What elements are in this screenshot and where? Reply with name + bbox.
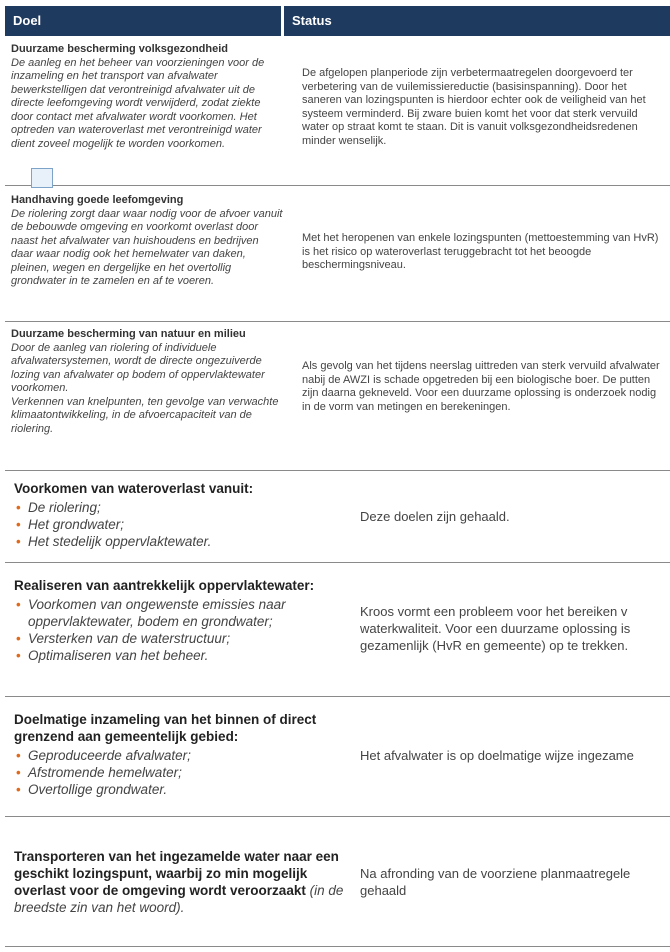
table-row <box>5 186 670 322</box>
doel-description-2: Verkennen van knelpunten, ten gevolge van verwachte klimaatontwikkeling, in de afvoercapaciteit van de riolering. <box>11 395 279 435</box>
table-row <box>5 36 670 186</box>
list-item: • Optimaliseren van het beheer. <box>14 647 344 664</box>
doel-title: Handhaving goede leefomgeving <box>11 194 184 206</box>
doel-cell <box>14 848 344 916</box>
list-item: • Het stedelijk oppervlaktewater. <box>14 533 344 550</box>
table-row <box>5 471 670 563</box>
status-text: Als gevolg van het tijdens neerslag uittreden van sterk vervuild afvalwater nabij de AWZI is schade opgetreden bij een biologische boer. De putten zijn daarna gekneveld. Voor een duurzame oplossing is onderzoek nodig in de vorm van metingen en berekeningen. <box>302 360 660 413</box>
status-line: gezamenlijk (HvR en gemeente) op te trekken. <box>360 638 629 653</box>
table-row <box>5 817 670 947</box>
doel-title: Realiseren van aantrekkelijk oppervlaktewater: <box>14 578 315 593</box>
status-line: Na afronding van de voorziene planmaatregele <box>360 866 631 881</box>
status-text: Deze doelen zijn gehaald. <box>360 509 510 524</box>
doel-title: Transporteren van het ingezamelde water naar een geschikt lozingspunt, waarbij zo min mogelijk overlast voor de omgeving wordt veroorzaakt <box>14 849 339 898</box>
table-row <box>5 697 670 817</box>
list-item: • Overtollige grondwater. <box>14 781 344 798</box>
header-doel: Doel <box>5 6 281 36</box>
doel-title: Voorkomen van wateroverlast vanuit: <box>14 481 254 496</box>
doel-cell <box>14 711 344 798</box>
status-line: Kroos vormt een probleem voor het bereiken v <box>360 604 628 619</box>
doel-cell <box>11 328 283 436</box>
doel-description: Door de aanleg van riolering of individuele afvalwatersystemen, wordt de directe ongezuiverde lozing van afvalwater op bodem of oppervlaktewater voorkomen. <box>11 341 265 394</box>
doel-cell <box>14 480 344 550</box>
doel-list <box>14 747 344 798</box>
status-text: Met het heropenen van enkele lozingspunten (mettoestemming van HvR) is het risico op wateroverlast teruggebracht tot het beoogde beschermingsniveau. <box>302 232 659 271</box>
list-item: • Versterken van de waterstructuur; <box>14 630 344 647</box>
doel-title: Duurzame bescherming volksgezondheid <box>11 43 228 55</box>
doel-cell <box>11 43 283 151</box>
doel-title: Duurzame bescherming van natuur en milieu <box>11 328 246 340</box>
status-text <box>360 603 670 654</box>
status-text <box>360 865 670 899</box>
status-line: waterkwaliteit. Voor een duurzame oplossing is <box>360 621 631 636</box>
doel-list <box>14 596 344 664</box>
doel-title-suffix: (in de breedste zin van het woord). <box>14 883 344 915</box>
list-item: • Voorkomen van ongewenste emissies naar oppervlaktewater, bodem en grondwater; <box>14 596 344 630</box>
doel-cell <box>11 194 283 289</box>
status-line: gehaald <box>360 883 407 898</box>
list-item: • Geproduceerde afvalwater; <box>14 747 344 764</box>
doel-description: De aanleg en het beheer van voorzieningen voor de inzameling en het transport van afvalwater bewerkstelligen dat verontreinigd afvalwater uit de directe leefomgeving wordt verwijderd, zodat ziekte door contact met afvalwater wordt voorkomen. Het optreden van wateroverlast met verontreinigd water dient zoveel mogelijk te worden voorkomen. <box>11 56 265 150</box>
table-row <box>5 322 670 471</box>
table-row <box>5 563 670 697</box>
header-status: Status <box>284 6 670 36</box>
doel-title: Doelmatige inzameling van het binnen of direct grenzend aan gemeentelijk gebied: <box>14 712 317 744</box>
list-item: • Het grondwater; <box>14 516 344 533</box>
doel-description: De riolering zorgt daar waar nodig voor de afvoer vanuit de bebouwde omgeving en voorkomt overlast door naast het afvalwater van huishoudens en bedrijven daar waar nodig ook het hemelwater van daken, pleinen, wegen en dergelijke en het overtollig grondwater in te zamelen en af te voeren. <box>11 207 283 287</box>
doel-list <box>14 499 344 550</box>
list-item: • Afstromende hemelwater; <box>14 764 344 781</box>
doel-cell <box>14 577 344 664</box>
list-item: • De riolering; <box>14 499 344 516</box>
status-text: De afgelopen planperiode zijn verbetermaatregelen doorgevoerd ter verbetering van de vuilemissiereductie (basisinspanning). Door het saneren van lozingspunten is hierdoor echter ook de veiligheid van het systeem verminderd. Bij zware buien komt het voor dat sterk vervuild water op straat komt te staan. Dit is vanuit volksgezondheidsredenen minder wenselijk. <box>302 67 646 147</box>
status-text: Het afvalwater is op doelmatige wijze ingezame <box>360 748 634 763</box>
note-icon[interactable] <box>31 168 53 188</box>
